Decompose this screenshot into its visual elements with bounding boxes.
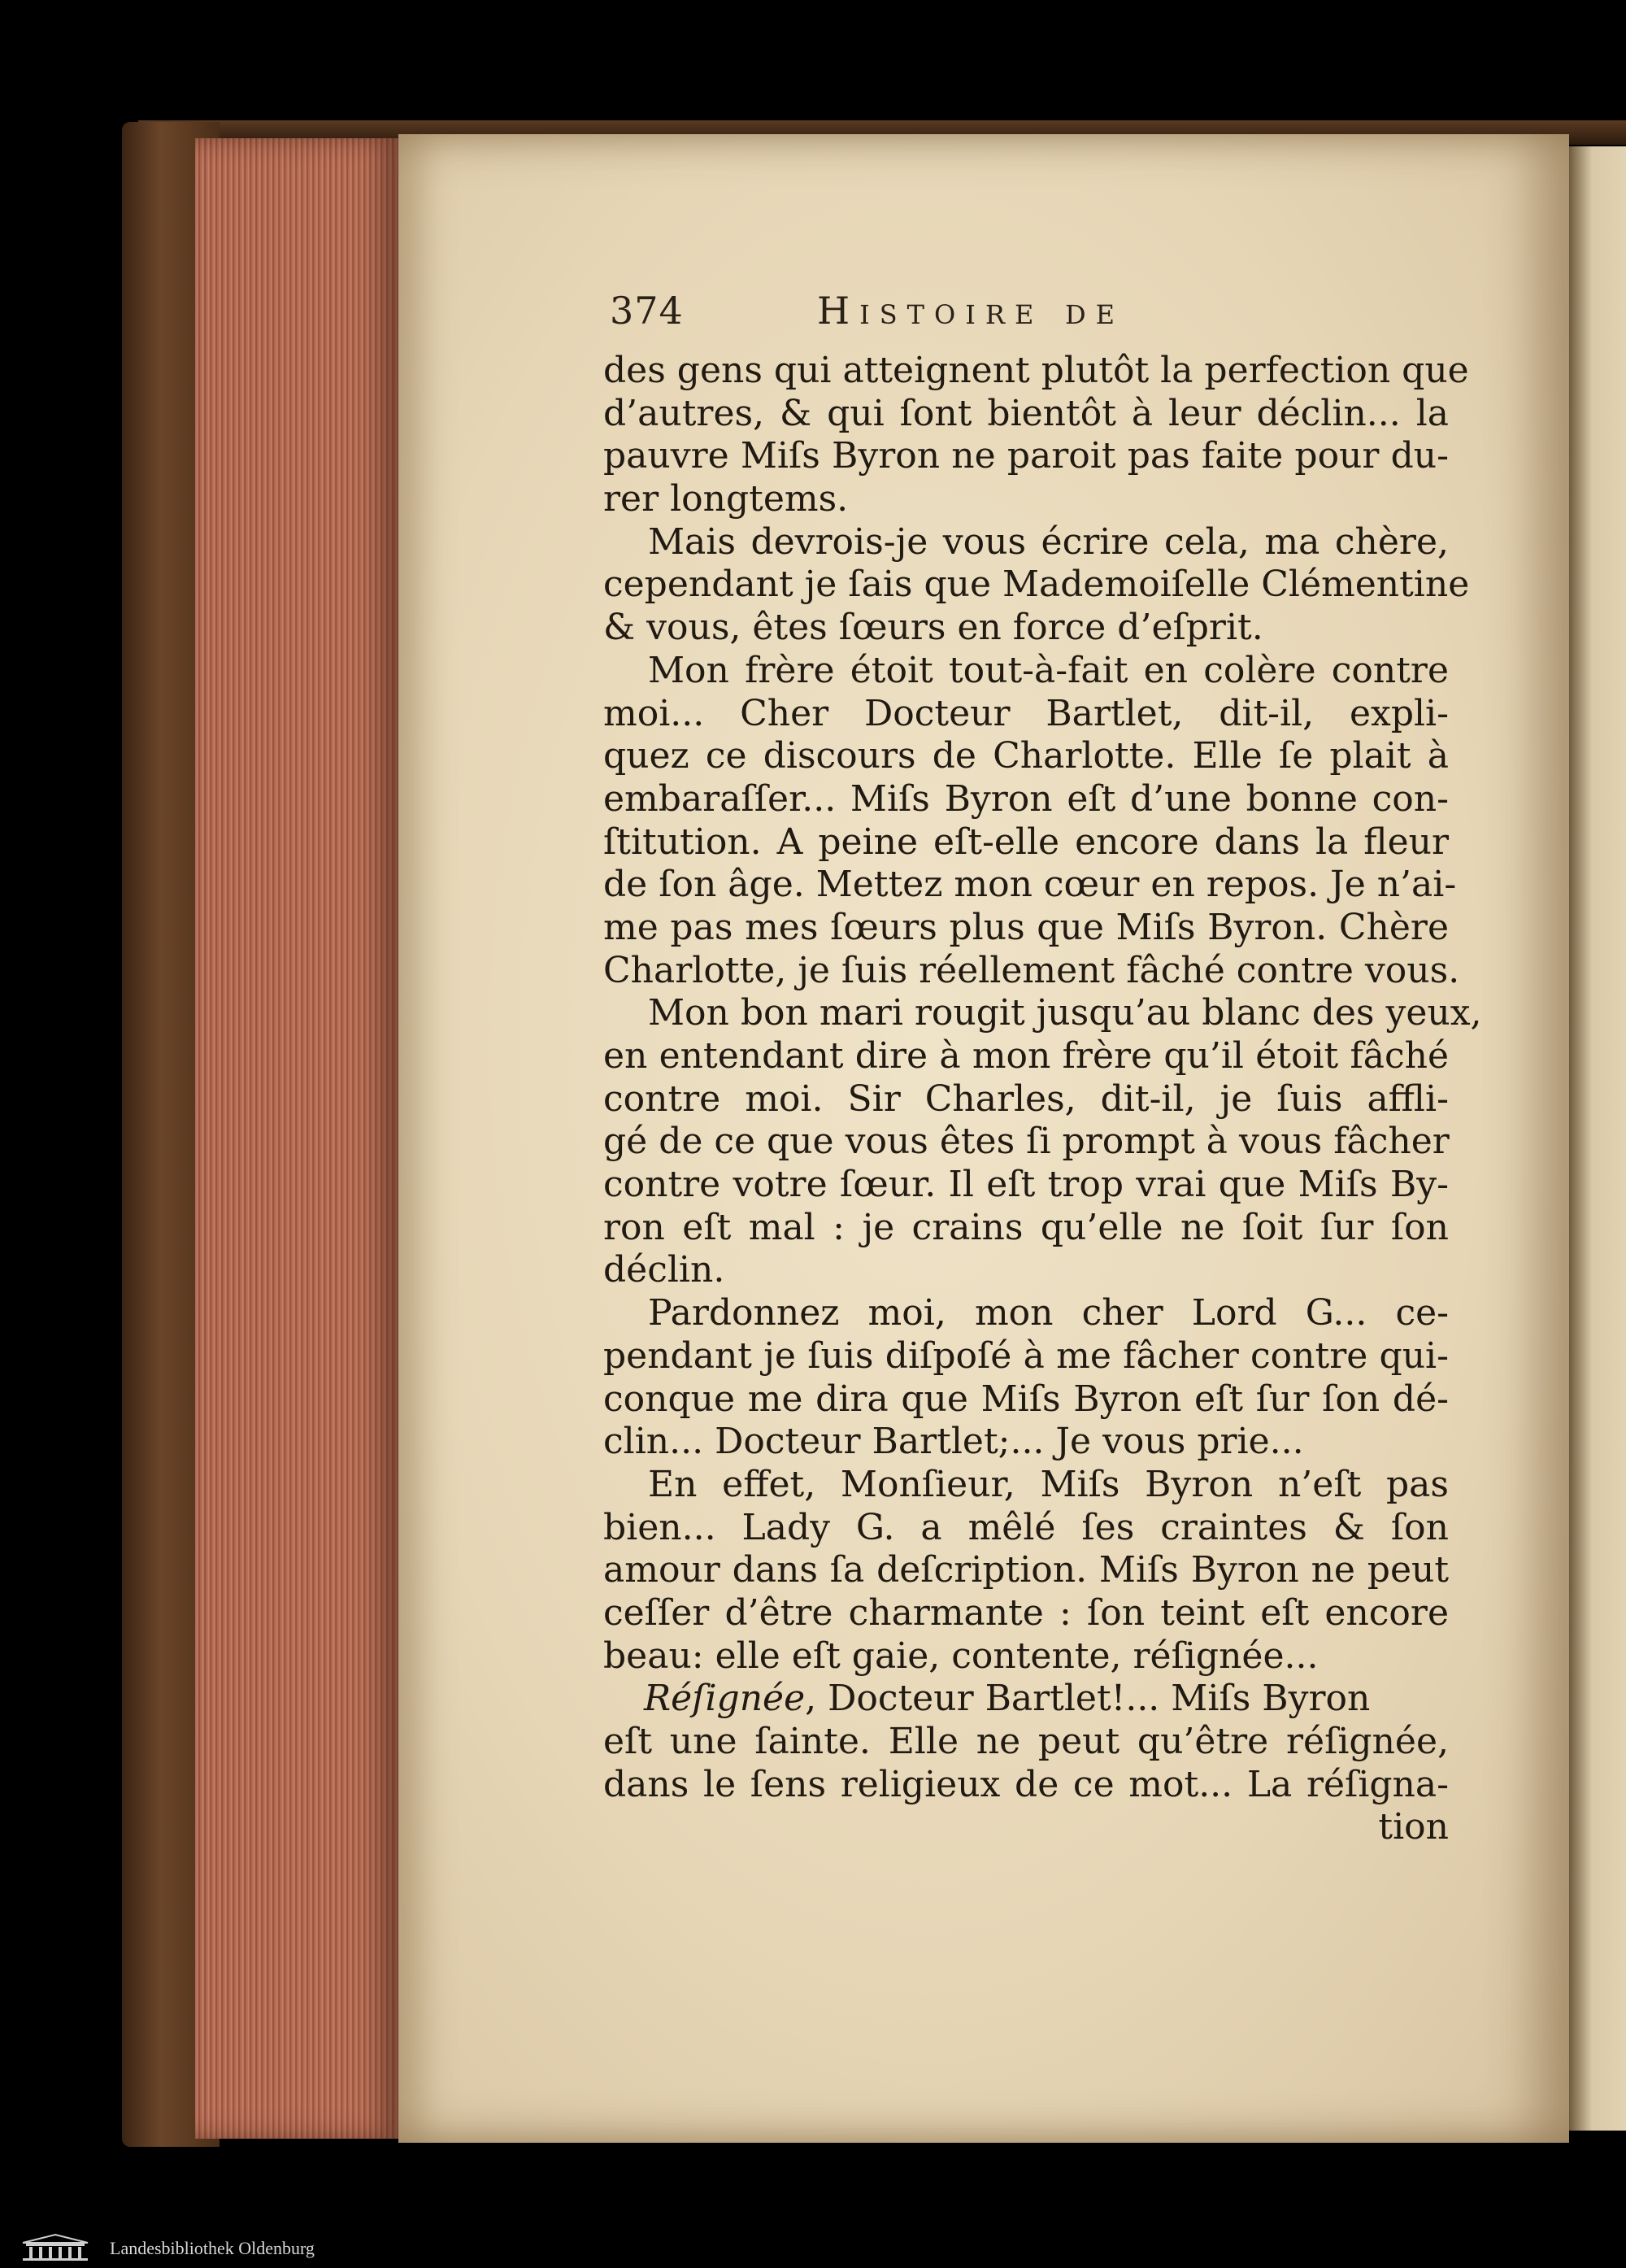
text-line: gé de ce que vous êtes ſi prompt à vous fâcher bbox=[603, 1121, 1450, 1163]
text-line: conque me dira que Miſs Byron eſt ſur ſon dé- bbox=[603, 1378, 1449, 1420]
text-line: pendant je ſuis diſpoſé à me fâcher contre qui- bbox=[603, 1334, 1449, 1377]
italic-word: Réſignée bbox=[644, 1678, 806, 1720]
text-line: moi... Cher Docteur Bartlet, dit-il, expli- bbox=[603, 692, 1449, 734]
text-line: contre moi. Sir Charles, dit-il, je ſuis affli- bbox=[603, 1077, 1449, 1120]
facing-page-edge bbox=[1569, 146, 1626, 2131]
footer-bar bbox=[0, 2228, 1626, 2268]
text-line: Mon frère étoit tout-à-fait en colère contre bbox=[648, 649, 1449, 691]
text-line: contre votre ſœur. Il eſt trop vrai que Miſs By- bbox=[603, 1164, 1449, 1206]
running-title: Histoire de bbox=[817, 289, 1124, 333]
text-line: embaraſſer... Miſs Byron eſt d’une bonne con- bbox=[603, 777, 1449, 820]
text-line: quez ce discours de Charlotte. Elle ſe plait à bbox=[603, 735, 1449, 777]
text-line: cependant je ſais que Mademoiſelle Clémentine bbox=[603, 564, 1470, 606]
page-number: 374 bbox=[610, 289, 684, 333]
text-line: beau: elle eſt gaie, contente, réſignée... bbox=[603, 1635, 1319, 1677]
text-line: eſt une ſainte. Elle ne peut qu’être réſignée, bbox=[603, 1721, 1449, 1762]
text-line: ron eſt mal : je crains qu’elle ne ſoit ſur ſon bbox=[603, 1206, 1449, 1248]
page-edges bbox=[195, 138, 398, 2139]
text-line: rer longtems. bbox=[603, 478, 849, 520]
text-line: en entendant dire à mon frère qu’il étoit fâché bbox=[603, 1035, 1449, 1077]
text-line: amour dans ſa deſcription. Miſs Byron ne peut bbox=[603, 1549, 1449, 1591]
body-text bbox=[603, 350, 1482, 1849]
library-name: Landesbibliothek Oldenburg bbox=[110, 2238, 315, 2258]
text-line: dans le ſens religieux de ce mot... La réſigna- bbox=[603, 1763, 1449, 1805]
catchword: tion bbox=[1378, 1806, 1449, 1848]
text-line-rest: Docteur Bartlet!... Miſs Byron bbox=[828, 1678, 1371, 1720]
text-line: d’autres, & qui ſont bientôt à leur déclin... la bbox=[603, 392, 1449, 434]
text-line: ceſſer d’être charmante : ſon teint eſt encore bbox=[603, 1591, 1449, 1634]
text-line: Pardonnez moi, mon cher Lord G... ce- bbox=[648, 1292, 1449, 1334]
text-line: Mon bon mari rougit jusqu’au blanc des yeux, bbox=[648, 992, 1482, 1034]
text-line: Réſignée, Docteur Bartlet!... Miſs Byron bbox=[644, 1678, 1371, 1720]
text-line: & vous, êtes ſœurs en force d’eſprit. bbox=[603, 607, 1263, 649]
library-building-icon bbox=[15, 2233, 96, 2262]
text-line: de ſon âge. Mettez mon cœur en repos. Je n’ai- bbox=[603, 864, 1457, 906]
text-line: En effet, Monſieur, Miſs Byron n’eſt pas bbox=[648, 1463, 1449, 1505]
text-line: Mais devrois-je vous écrire cela, ma chère, bbox=[648, 520, 1449, 563]
text-line: déclin. bbox=[603, 1249, 725, 1291]
text-line: ſtitution. A peine eſt-elle encore dans la fleur bbox=[603, 821, 1449, 863]
text-line: des gens qui atteignent plutôt la perfection que bbox=[603, 350, 1469, 391]
text-line: bien... Lady G. a mêlé ſes craintes & ſon bbox=[603, 1506, 1449, 1548]
text-line: me pas mes ſœurs plus que Miſs Byron. Chère bbox=[603, 906, 1449, 948]
text-line: clin... Docteur Bartlet;... Je vous prie... bbox=[603, 1421, 1304, 1463]
page-header bbox=[610, 289, 1455, 337]
text-line: pauvre Miſs Byron ne paroit pas faite pour du- bbox=[603, 435, 1449, 477]
text-line: Charlotte, je ſuis réellement fâché contre vous. bbox=[603, 949, 1460, 991]
